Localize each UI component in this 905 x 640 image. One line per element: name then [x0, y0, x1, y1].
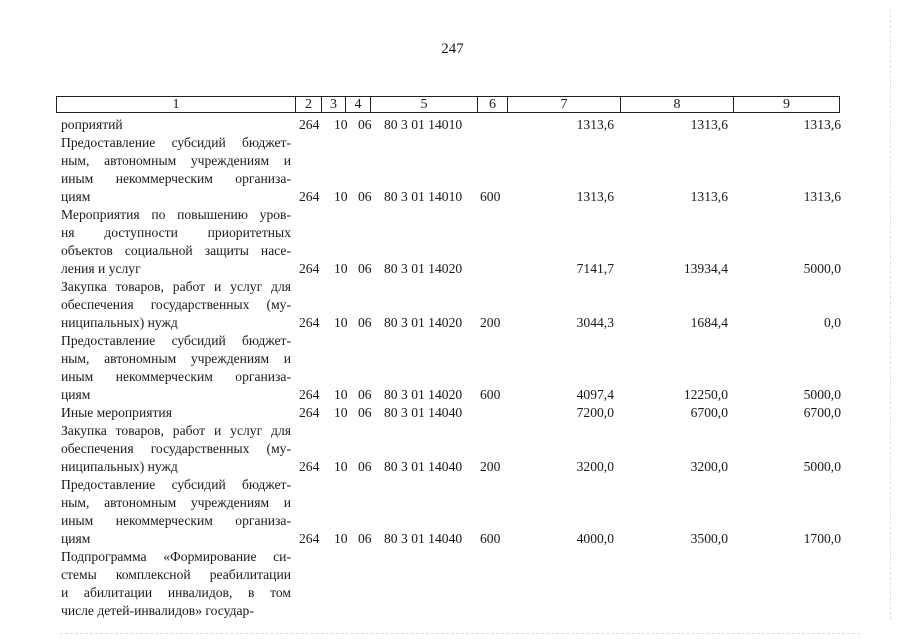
description-line: Закупка товаров, работ и услуг для: [61, 423, 291, 438]
table-row: [0, 206, 905, 278]
table-row: [0, 134, 905, 206]
cell-c5: 80 3 01 14010: [384, 117, 463, 132]
cell-c8: 6700,0: [690, 405, 728, 420]
description-line: циям: [61, 531, 91, 546]
header-col-5: 5: [370, 97, 477, 112]
table-row: [0, 332, 905, 404]
table-row: [0, 278, 905, 332]
cell-c4: 06: [358, 117, 372, 132]
cell-c3: 10: [334, 405, 348, 420]
description-line: ня доступности приоритетных: [61, 225, 291, 240]
description-line: Иные мероприятия: [61, 405, 172, 420]
description-line: Предоставление субсидий бюджет-: [61, 333, 291, 348]
cell-c9: 0,0: [824, 315, 841, 330]
description-line: Закупка товаров, работ и услуг для: [61, 279, 291, 294]
table-row: [0, 116, 905, 134]
cell-c4: 06: [358, 189, 372, 204]
cell-c2: 264: [299, 261, 320, 276]
cell-c4: 06: [358, 261, 372, 276]
cell-c8: 1684,4: [690, 315, 728, 330]
row-description: [61, 278, 291, 332]
cell-c5: 80 3 01 14040: [384, 405, 463, 420]
row-description: [61, 422, 291, 476]
cell-c7: 1313,6: [576, 189, 614, 204]
cell-c5: 80 3 01 14010: [384, 189, 463, 204]
description-line: и абилитации инвалидов, в том: [61, 585, 291, 600]
description-line: роприятий: [61, 117, 123, 132]
description-line: Подпрограмма «Формирование си-: [61, 549, 291, 564]
table-row: [0, 548, 905, 620]
cell-c3: 10: [334, 315, 348, 330]
cell-c6: 600: [480, 387, 501, 402]
header-col-3: 3: [321, 97, 345, 112]
table-header: [56, 96, 840, 113]
row-description: [61, 206, 291, 278]
description-line: ным, автономным учреждениям и: [61, 351, 291, 366]
cell-c7: 3200,0: [576, 459, 614, 474]
cell-c8: 1313,6: [690, 189, 728, 204]
cell-c4: 06: [358, 459, 372, 474]
description-line: ниципальных) нужд: [61, 315, 178, 330]
header-col-1: 1: [172, 97, 180, 112]
cell-c3: 10: [334, 459, 348, 474]
cell-c7: 3044,3: [576, 315, 614, 330]
cell-c4: 06: [358, 387, 372, 402]
description-line: циям: [61, 387, 91, 402]
row-description: [61, 548, 291, 620]
description-line: иным некоммерческим организа-: [61, 369, 291, 384]
scan-artifact-bottom: [60, 631, 860, 634]
cell-c5: 80 3 01 14020: [384, 261, 463, 276]
header-col-4: 4: [345, 97, 370, 112]
scan-artifact-edge: [889, 10, 891, 620]
description-line: Мероприятия по повышению уров-: [61, 207, 291, 222]
cell-c2: 264: [299, 117, 320, 132]
cell-c2: 264: [299, 459, 320, 474]
cell-c4: 06: [358, 405, 372, 420]
cell-c2: 264: [299, 531, 320, 546]
cell-c2: 264: [299, 189, 320, 204]
header-col-6: 6: [477, 97, 507, 112]
cell-c6: 200: [480, 315, 501, 330]
cell-c6: 600: [480, 189, 501, 204]
cell-c4: 06: [358, 531, 372, 546]
cell-c3: 10: [334, 261, 348, 276]
row-description: [61, 476, 291, 548]
row-description: [61, 134, 291, 206]
description-line: циям: [61, 189, 91, 204]
cell-c3: 10: [334, 189, 348, 204]
cell-c7: 4000,0: [576, 531, 614, 546]
description-line: обеспечения государственных (му-: [61, 297, 291, 312]
description-line: объектов социальной защиты насе-: [61, 243, 291, 258]
cell-c8: 3500,0: [690, 531, 728, 546]
description-line: Предоставление субсидий бюджет-: [61, 477, 291, 492]
cell-c8: 1313,6: [690, 117, 728, 132]
description-line: иным некоммерческим организа-: [61, 513, 291, 528]
cell-c3: 10: [334, 117, 348, 132]
description-line: обеспечения государственных (му-: [61, 441, 291, 456]
header-col-7: 7: [507, 97, 620, 112]
header-col-2: 2: [295, 97, 321, 112]
description-line: числе детей-инвалидов» государ-: [61, 603, 254, 618]
row-description: [61, 404, 291, 422]
header-col-9: 9: [733, 97, 839, 112]
cell-c5: 80 3 01 14040: [384, 459, 463, 474]
page-number: 247: [441, 41, 464, 57]
cell-c8: 12250,0: [683, 387, 728, 402]
cell-c5: 80 3 01 14020: [384, 387, 463, 402]
cell-c8: 3200,0: [690, 459, 728, 474]
table-row: [0, 404, 905, 422]
cell-c3: 10: [334, 387, 348, 402]
description-line: ным, автономным учреждениям и: [61, 495, 291, 510]
header-col-8: 8: [620, 97, 733, 112]
cell-c6: 200: [480, 459, 501, 474]
description-line: стемы комплексной реабилитации: [61, 567, 291, 582]
cell-c3: 10: [334, 531, 348, 546]
cell-c2: 264: [299, 387, 320, 402]
cell-c7: 7200,0: [576, 405, 614, 420]
cell-c9: 5000,0: [803, 387, 841, 402]
cell-c2: 264: [299, 315, 320, 330]
description-line: Предоставление субсидий бюджет-: [61, 135, 291, 150]
cell-c4: 06: [358, 315, 372, 330]
cell-c9: 1313,6: [803, 117, 841, 132]
cell-c2: 264: [299, 405, 320, 420]
description-line: иным некоммерческим организа-: [61, 171, 291, 186]
description-line: ным, автономным учреждениям и: [61, 153, 291, 168]
description-line: ления и услуг: [61, 261, 141, 276]
table-body: [0, 116, 905, 620]
cell-c6: 600: [480, 531, 501, 546]
cell-c7: 1313,6: [576, 117, 614, 132]
cell-c5: 80 3 01 14040: [384, 531, 463, 546]
cell-c9: 6700,0: [803, 405, 841, 420]
cell-c9: 1700,0: [803, 531, 841, 546]
cell-c8: 13934,4: [683, 261, 728, 276]
row-description: [61, 332, 291, 404]
description-line: ниципальных) нужд: [61, 459, 178, 474]
cell-c7: 7141,7: [576, 261, 614, 276]
table-row: [0, 476, 905, 548]
row-description: [61, 116, 291, 134]
cell-c7: 4097,4: [576, 387, 614, 402]
cell-c9: 1313,6: [803, 189, 841, 204]
cell-c9: 5000,0: [803, 459, 841, 474]
table-row: [0, 422, 905, 476]
cell-c9: 5000,0: [803, 261, 841, 276]
cell-c5: 80 3 01 14020: [384, 315, 463, 330]
